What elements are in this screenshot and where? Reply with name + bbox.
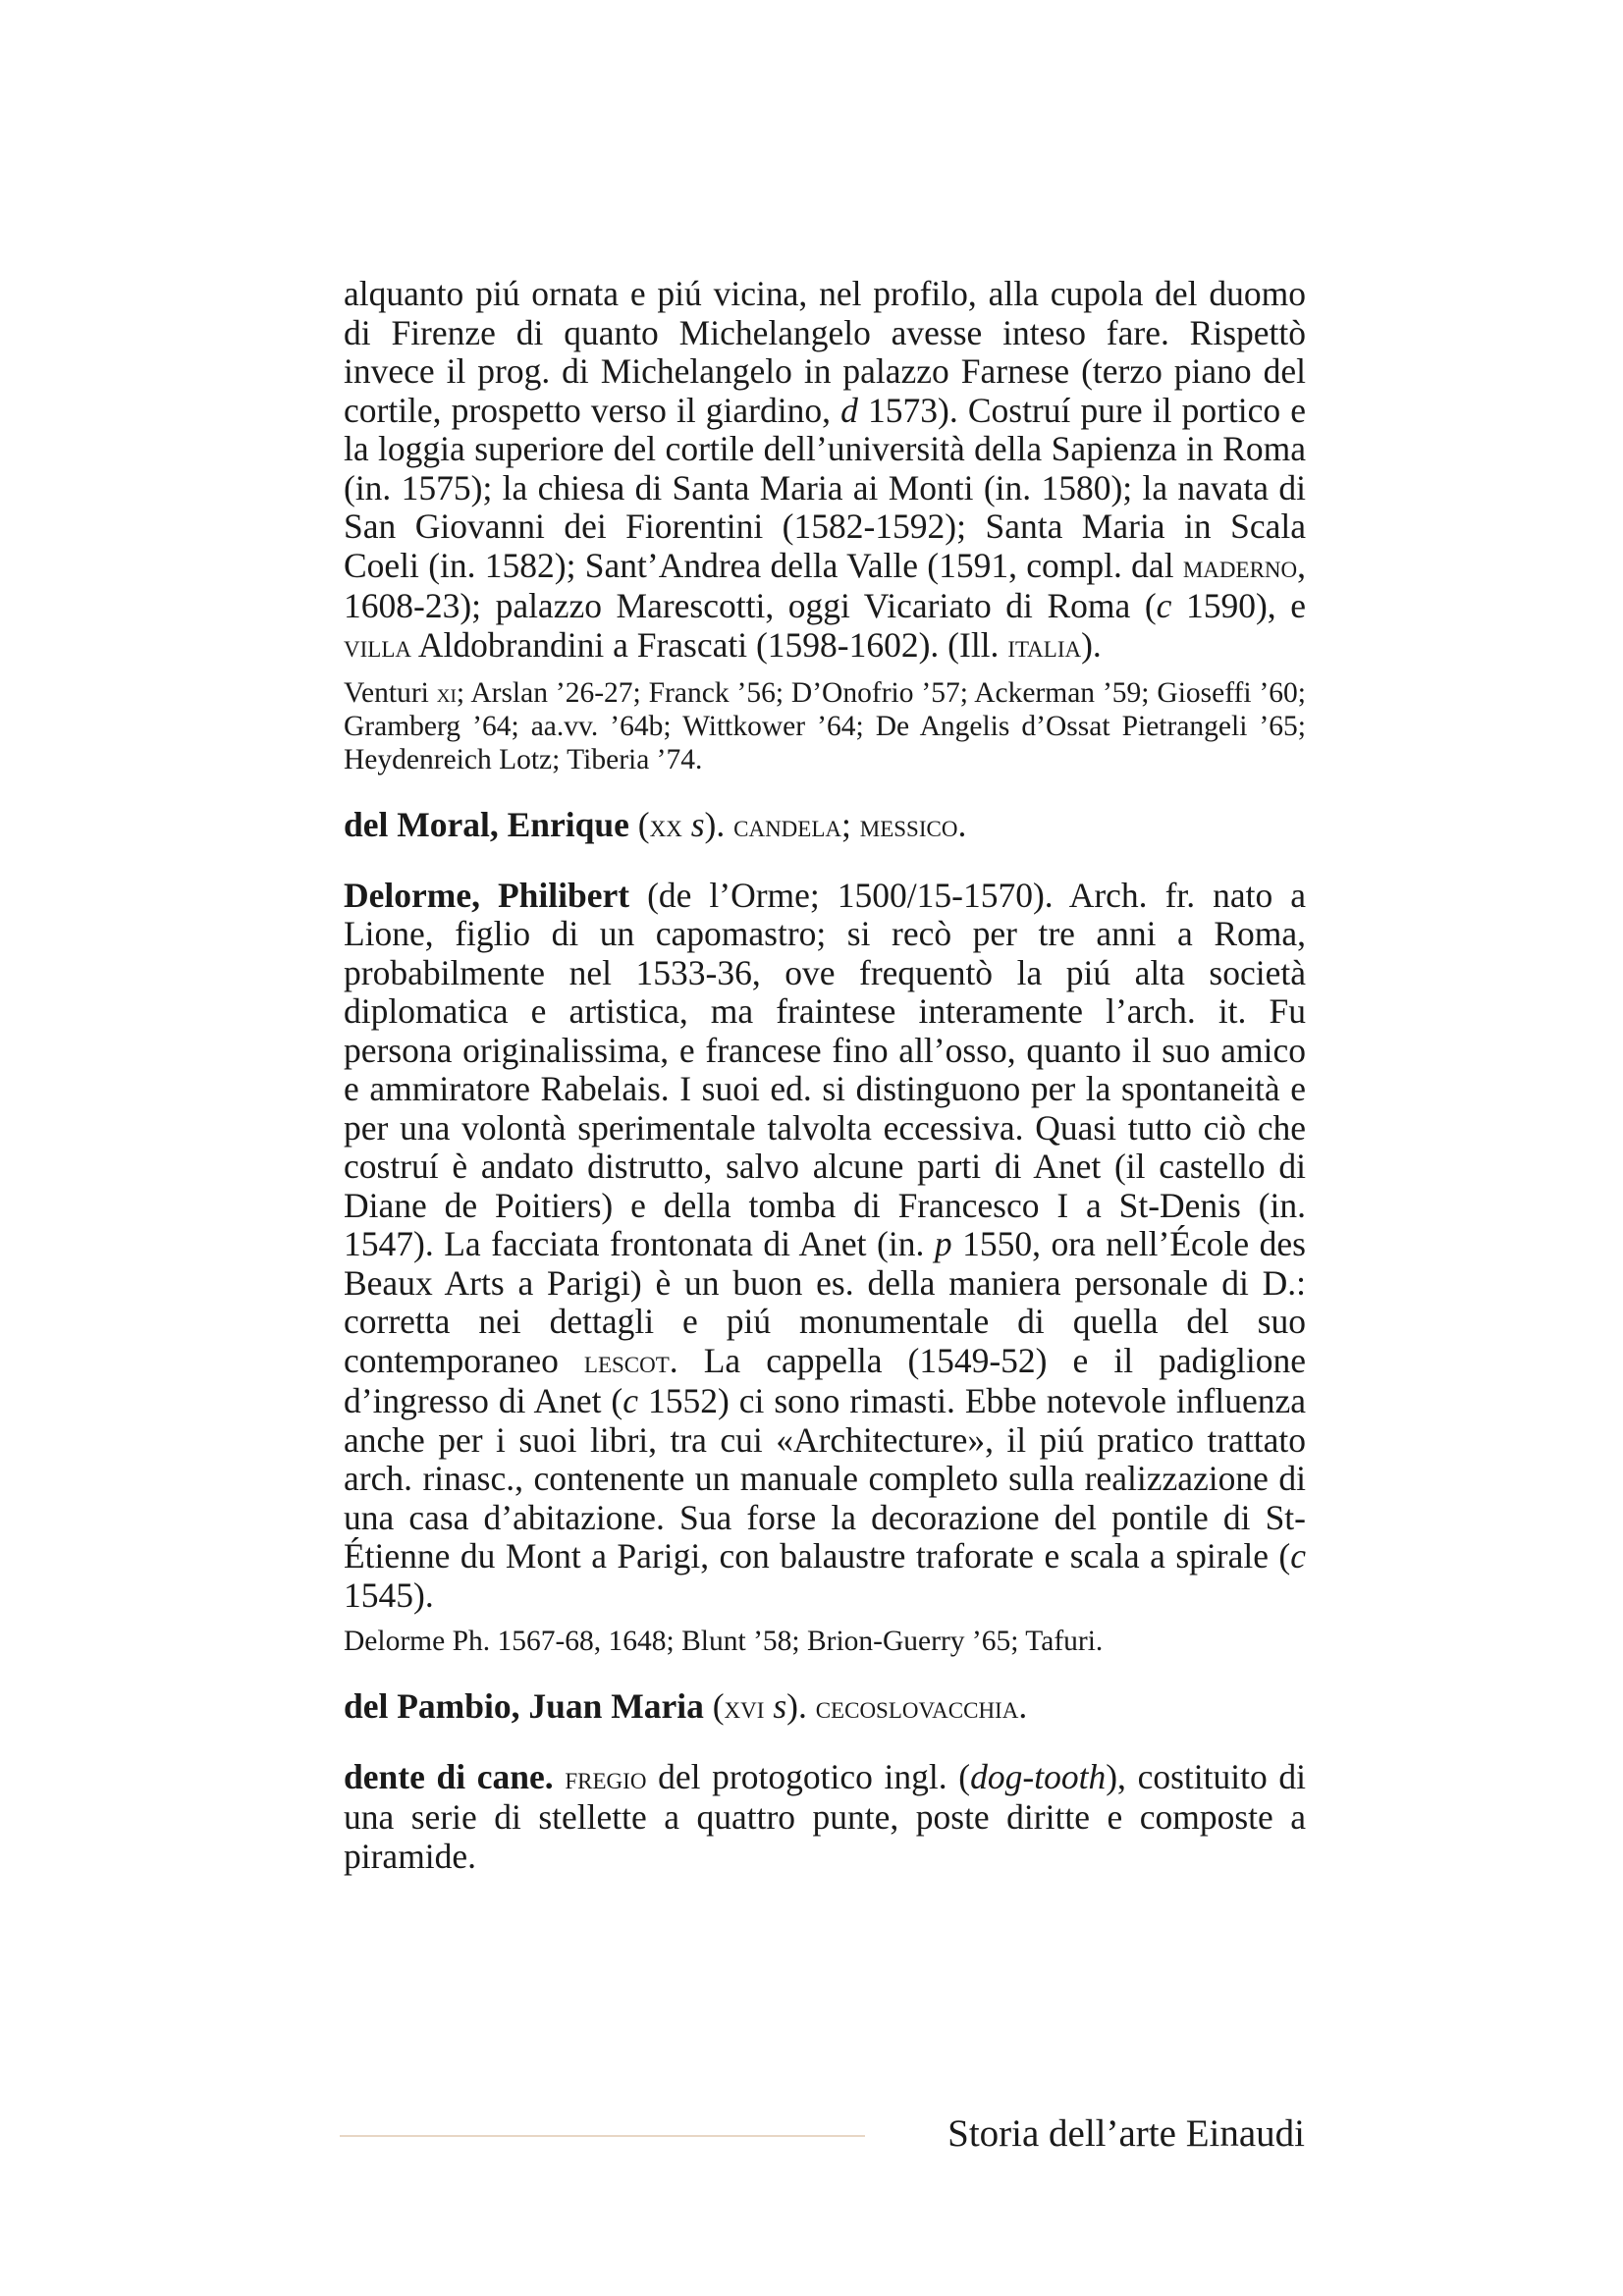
entry-text-segment: villa [344,628,411,665]
entry-text-segment: ; [841,805,860,844]
entry-text-segment: (de l’Orme; 1500/15-1570). Arch. fr. nato a Lione, figlio di un capomastro; si recò per tre anni a Roma, probabilmente nel 1533-36, ove frequentò la piú alta società diplomatica e artistica, ma fraintese interamente l’arch. it. Fu persona originalissima, e francese fino all’osso, quanto il suo amico e ammiratore Rabelais. I suoi ed. si distinguono per la spontaneità e per una volontà sperimentale talvolta eccessiva. Quasi tutto ciò che costruí è andato distrutto, salvo alcune parti di Anet (il castello di Diane de Poitiers) e della tomba di Francesco I a St-Denis (in. 1547). La facciata frontonata di Anet (in. [344,875,1307,1263]
entry-text-segment [764,1686,773,1726]
dictionary-entry [344,1758,1306,1877]
entry-text-segment: del protogotico ingl. ( [646,1756,971,1796]
entry-text-segment [682,805,691,844]
entry-bibliography [344,676,1306,776]
footer-text: Storia dell’arte Einaudi [947,2112,1305,2155]
entry-text-segment: lescot [583,1344,670,1380]
entry-text-segment: cecoslovacchia [815,1690,1019,1726]
page-body [344,275,1306,1876]
entry-text-segment: c [1156,586,1172,625]
entry-text-segment: 1545). [344,1575,434,1615]
entry-text-segment: 1573). Costruí pure il portico e la loggia superiore del cortile dell’università della Sapienza in Roma (in. 1575); la chiesa di Santa Maria ai Monti (in. 1580); la navata di San Giovanni dei Fiorentini (1582-1592); Santa Maria in Scala Coeli (in. 1582); Sant’Andrea della Valle (1591, compl. dal [344,390,1307,585]
entry-text [344,275,1306,667]
entry-text-segment: italia [1007,628,1082,665]
entry-text [344,1758,1306,1877]
entry-text-segment [554,1757,566,1796]
dictionary-entry [344,806,1306,847]
entry-text-segment: fregio [565,1760,647,1796]
entry-text-segment: . [1018,1686,1028,1726]
entry-text-segment: alquanto piú ornata e piú vicina, nel profilo, alla cupola del duomo di Firenze di quanto Michelangelo avesse inteso fare. Rispettò invece il prog. di Michelangelo in palazzo Farnese (terzo piano del cortile, prospetto verso il giardino, [344,274,1306,430]
entry-text-segment: p [934,1224,952,1263]
entry-text-segment: maderno [1182,549,1298,585]
entry-text-segment: ( [703,1686,725,1726]
entry-text-segment: xx [649,809,682,844]
entry-text-segment: . La cappella (1549-52) e il padiglione d’ingresso di Anet ( [344,1340,1306,1420]
entry-headword: Delorme, Philibert [344,875,630,915]
entry-headword: dente di cane. [344,1756,554,1796]
entry-headword: del Pambio, Juan Maria [344,1686,704,1726]
dictionary-entry [344,1687,1306,1729]
footer-rule [340,2135,865,2137]
entry-text-segment: s [690,805,705,844]
entry-text-segment: s [773,1686,787,1726]
entry-text [344,806,1306,847]
dictionary-entry [344,275,1306,776]
dictionary-entry [344,877,1306,1659]
entry-text-segment: 1590), e [1171,586,1306,625]
entry-text-segment: c [622,1381,639,1420]
entry-text-segment: Aldobrandini a Frascati (1598-1602). (Ill. [410,624,1008,665]
entry-text-segment: candela [733,809,842,844]
entry-text-segment: ). [786,1686,816,1726]
entry-text-segment: . [957,805,967,844]
bibliography-segment: Venturi [344,677,437,709]
entry-text-segment: ( [628,805,650,844]
entry-text-segment: ). [1081,624,1102,665]
entry-text-segment: messico [859,809,958,844]
entry-bibliography [344,1625,1306,1658]
entry-text-segment: , 1608-23); palazzo Marescotti, oggi Vicariato di Roma ( [344,545,1306,625]
bibliography-segment: xi [436,678,457,708]
entry-text [344,877,1306,1616]
entry-text-segment: c [1290,1536,1306,1575]
entry-text-segment: ). [704,805,734,844]
bibliography-segment: Delorme Ph. 1567-68, 1648; Blunt ’58; Brion-Guerry ’65; Tafuri. [344,1626,1104,1657]
entry-text-segment: ), costituito di una serie di stellette a quattro punte, poste diritte e composte a piramide. [344,1756,1307,1876]
entry-text-segment: dog-tooth [970,1756,1107,1796]
entry-headword: del Moral, Enrique [344,805,629,844]
entry-text-segment: d [840,390,858,430]
entry-text-segment: xvi [724,1690,765,1726]
entry-text-segment: 1552) ci sono rimasti. Ebbe notevole influenza anche per i suoi libri, tra cui «Architecture», il piú pratico trattato arch. rinasc., contenente un manuale completo sulla realizzazione di una casa d’abitazione. Sua forse la decorazione del pontile di St-Étienne du Mont a Parigi, con balaustre traforate e scala a spirale ( [344,1381,1306,1575]
entry-text-segment: 1550, ora nell’École des Beaux Arts a Parigi) è un buon es. della maniera personale di D.: corretta nei dettagli e piú monumentale di quella del suo contemporaneo [344,1224,1306,1380]
entry-text [344,1687,1306,1729]
bibliography-segment: ; Arslan ’26-27; Franck ’56; D’Onofrio ’57; Ackerman ’59; Gioseffi ’60; Gramberg ’64; aa.vv. ’64b; Wittkower ’64; De Angelis d’Ossat Pietrangeli ’65; Heydenreich Lotz; Tiberia ’74. [344,677,1306,775]
